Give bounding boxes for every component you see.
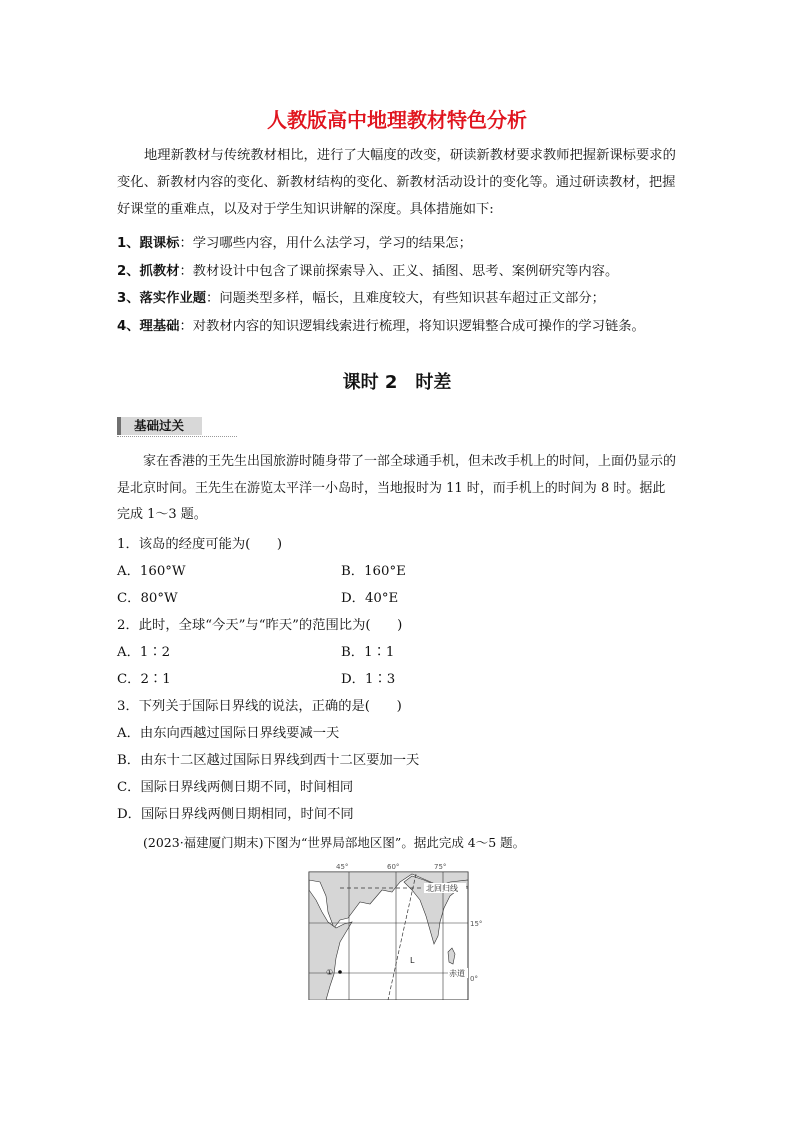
world-region-map <box>300 860 490 1000</box>
equator-label: 赤道 <box>449 969 465 978</box>
option-b: B．160°E <box>341 564 406 579</box>
measure-text: ：教材设计中包含了课前探索导入、正义、插图、思考、案例研究等内容。 <box>179 263 619 279</box>
option-a: A．160°W <box>117 564 186 579</box>
section-divider <box>117 436 237 437</box>
question-stem: 2．此时，全球“今天”与“昨天”的范围比为( ) <box>117 618 403 633</box>
measure-text: ：对教材内容的知识逻辑线索进行梳理，将知识逻辑整合成可操作的学习链条。 <box>179 318 645 334</box>
latitude-label: 15° <box>470 920 483 928</box>
material-paragraph: (2023·福建厦门期末)下图为“世界局部地区图”。据此完成 4～5 题。 <box>143 835 526 850</box>
measure-text: ：问题类型多样，幅长，且难度较大，有些知识甚车超过正文部分； <box>206 291 605 306</box>
point-label: ① <box>326 968 334 977</box>
section-label: 基础过关 <box>117 417 202 435</box>
option-a: A．由东向西越过国际日界线要减一天 <box>117 726 340 741</box>
option-a: A．1∶2 <box>117 645 171 660</box>
measures-list <box>117 230 697 340</box>
measure-label: 1、跟课标 <box>117 236 180 251</box>
option-c: C．国际日界线两侧日期不同，时间相同 <box>117 780 354 795</box>
option-c: C．2∶1 <box>117 672 171 687</box>
longitude-label: 45° <box>336 863 349 871</box>
measure-label: 3、落实作业题 <box>117 291 207 306</box>
option-d: D．国际日界线两侧日期相同，时间不同 <box>117 807 354 822</box>
question-stem: 3．下列关于国际日界线的说法，正确的是( ) <box>117 699 402 714</box>
option-c: C．80°W <box>117 591 178 606</box>
measure-text: ：学习哪些内容，用什么法学习，学习的结果怎； <box>179 236 472 251</box>
longitude-label: 75° <box>434 863 447 871</box>
measure-item <box>117 285 697 313</box>
measure-item <box>117 230 697 258</box>
point-marker <box>338 970 342 974</box>
page-title: 人教版高中地理教材特色分析 <box>267 108 527 132</box>
longitude-label: 60° <box>387 863 400 871</box>
tropic-label: 北回归线 <box>426 884 458 893</box>
measure-label: 2、抓教材 <box>117 263 180 279</box>
line-l-label: L <box>410 956 415 965</box>
intro-paragraph: 地理新教材与传统教材相比，进行了大幅度的改变，研读新教材要求教师把握新课标要求的变化、新教材内容的变化、新教材结构的变化、新教材活动设计的变化等。通过研读教材，把握好课堂的重难点，以及对于学生知识讲解的深度。具体措施如下: <box>117 148 676 217</box>
material-paragraph: 家在香港的王先生出国旅游时随身带了一部全球通手机，但未改手机上的时间，上面仍显示的是北京时间。王先生在游览太平洋一小岛时，当地报时为 11 时，而手机上的时间为 8 时。据此完成 1～3 题。 <box>117 454 677 522</box>
option-b: B．1∶1 <box>341 645 395 660</box>
question-stem: 1．该岛的经度可能为( ) <box>117 537 283 552</box>
measure-item <box>117 258 697 286</box>
latitude-label: 0° <box>470 975 478 983</box>
option-d: D．40°E <box>341 591 399 606</box>
measure-label: 4、理基础 <box>117 318 180 334</box>
measure-item <box>117 313 697 341</box>
option-b: B．由东十二区越过国际日界线到西十二区要加一天 <box>117 753 420 768</box>
lesson-title: 课时 2 时差 <box>342 372 452 393</box>
option-d: D．1∶3 <box>341 672 396 687</box>
